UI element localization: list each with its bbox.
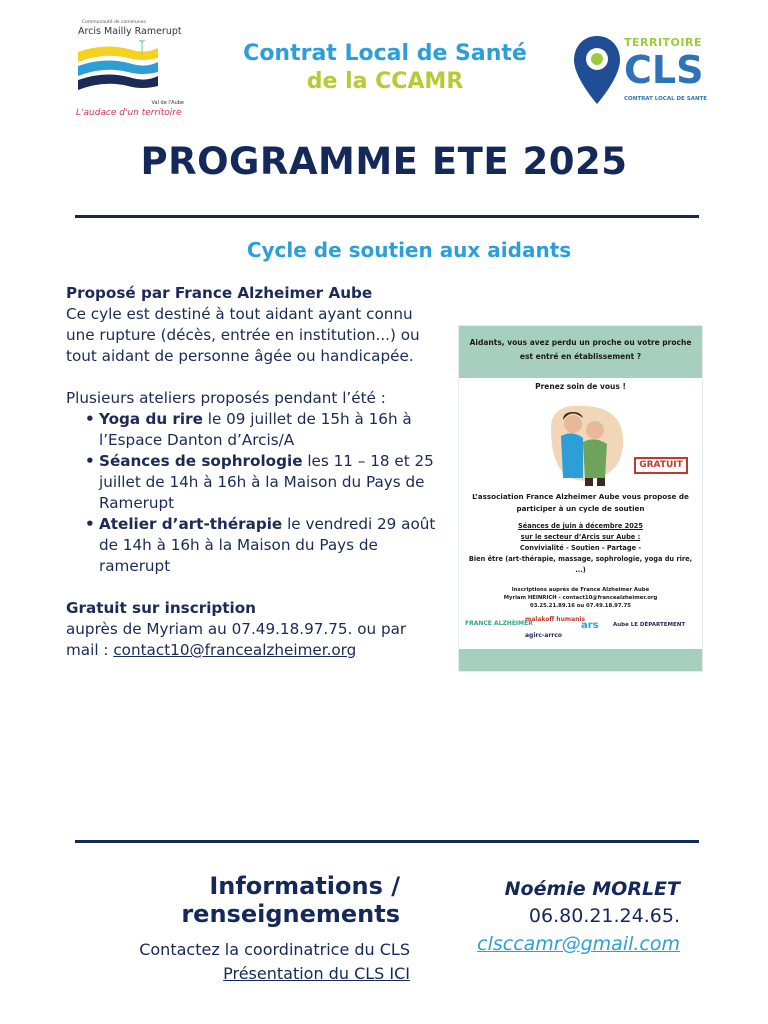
partner-logo: FRANCE ALZHEIMER — [465, 620, 533, 627]
partner-logo: malakoff humanis — [525, 616, 586, 623]
flyer-top-band — [459, 326, 702, 378]
flyer-sessions — [465, 521, 696, 576]
partner-logo: ars — [581, 620, 599, 631]
logo-cls-sub: CONTRAT LOCAL DE SANTE — [624, 96, 708, 102]
page-title: PROGRAMME ETE 2025 — [140, 140, 628, 183]
map-pin-icon — [572, 34, 622, 106]
workshop-name: Séances de sophrologie — [99, 452, 303, 470]
flyer-bottom-band — [459, 649, 702, 671]
proposed-by: Proposé par France Alzheimer Aube — [66, 284, 373, 302]
ccamr-logo — [72, 20, 190, 120]
workshop-detail: le 09 juillet de 15h à 16h à l’Espace Danton d’Arcis/A — [99, 410, 412, 449]
workshop-name: Yoga du rire — [99, 410, 203, 428]
divider-top — [75, 215, 699, 218]
coordinator-name: Noémie MORLET — [504, 878, 680, 900]
workshop-list — [66, 409, 438, 577]
header-title-line2: de la CCAMR — [306, 69, 464, 94]
workshop-name: Atelier d’art-thérapie — [99, 515, 283, 533]
workshop-detail: le vendredi 29 août de 14h à 16h à la Maison du Pays de ramerupt — [99, 515, 436, 575]
flyer-partner-logos — [463, 616, 698, 646]
support-cycle-flyer — [458, 325, 703, 672]
coordinator-phone: 06.80.21.24.65. — [528, 905, 680, 927]
free-title: Gratuit sur inscription — [66, 599, 256, 617]
header-title — [200, 40, 570, 96]
partner-logo: Aube LE DÉPARTEMENT — [613, 622, 686, 628]
flyer-registration-line2: Myriam HEINRICH - contact10@francealzheimer.org — [503, 595, 658, 601]
free-badge: GRATUIT — [634, 457, 688, 474]
coordinator-contact — [440, 876, 680, 958]
flyer-registration-line3: 03.25.21.89.16 ou 07.49.18.97.75 — [530, 603, 631, 609]
partner-logo: agirc-arrco — [525, 632, 563, 639]
workshop-detail: les 11 – 18 et 25 juillet de 14h à 16h à la Maison du Pays de Ramerupt — [99, 452, 434, 512]
email-link[interactable]: contact10@francealzheimer.org — [113, 641, 357, 659]
section-title: Cycle de soutien aux aidants — [246, 238, 572, 262]
contact-line: Contactez la coordinatrice du CLS — [139, 940, 410, 959]
flyer-top-text: Aidants, vous avez perdu un proche ou votre proche est entré en établissement ? — [469, 338, 692, 361]
divider-bottom — [75, 840, 699, 843]
presentation-link[interactable]: Présentation du CLS ICI — [223, 964, 410, 983]
flyer-registration — [465, 586, 696, 610]
flyer-sessions-line4: Bien être (art-thérapie, massage, sophrologie, yoga du rire, ...) — [468, 555, 693, 574]
logo-cls: CLS — [624, 48, 704, 92]
logo-slogan: L'audace d'un territoire — [76, 108, 182, 118]
river-wave-icon — [76, 40, 160, 98]
caregiver-illustration-icon — [541, 398, 631, 488]
list-item — [66, 451, 438, 514]
flyer-sessions-line1: Séances de juin à décembre 2025 — [518, 522, 643, 530]
workshops-intro: Plusieurs ateliers proposés pendant l’été : — [66, 389, 386, 407]
flyer-sessions-line2: sur le secteur d’Arcis sur Aube : — [520, 533, 641, 541]
logo-small-text: Communauté de communes — [82, 20, 146, 25]
flyer-care-text: Prenez soin de vous ! — [535, 382, 626, 391]
flyer-assoc-text: L’association France Alzheimer Aube vous propose de participer à un cycle de soutien — [472, 492, 689, 513]
list-item — [66, 409, 438, 451]
flyer-registration-line1: Inscriptions auprès de France Alzheimer Aube — [511, 587, 650, 593]
info-title: Informations / renseignements — [181, 872, 400, 928]
program-description — [66, 283, 438, 661]
coordinator-email-link[interactable]: clsccamr@gmail.com — [477, 933, 680, 955]
info-contact — [60, 938, 410, 986]
logo-towns: Arcis Mailly Ramerupt — [78, 26, 182, 37]
free-text: auprès de Myriam au 07.49.18.97.75. ou par mail : — [66, 620, 407, 659]
flyer-sessions-line3: Convivialité - Soutien - Partage - — [519, 544, 642, 552]
logo-territoire: TERRITOIRE — [624, 36, 702, 49]
cls-logo — [572, 34, 712, 106]
free-text-paragraph — [66, 619, 438, 661]
intro-text: Ce cyle est destiné à tout aidant ayant connu une rupture (décès, entrée en institution...) ou tout aidant de personne âgée ou handicapée. — [66, 305, 420, 365]
list-item — [66, 514, 438, 577]
header-title-line1: Contrat Local de Santé — [243, 41, 527, 66]
logo-region: Val de l'Aube — [151, 100, 184, 106]
